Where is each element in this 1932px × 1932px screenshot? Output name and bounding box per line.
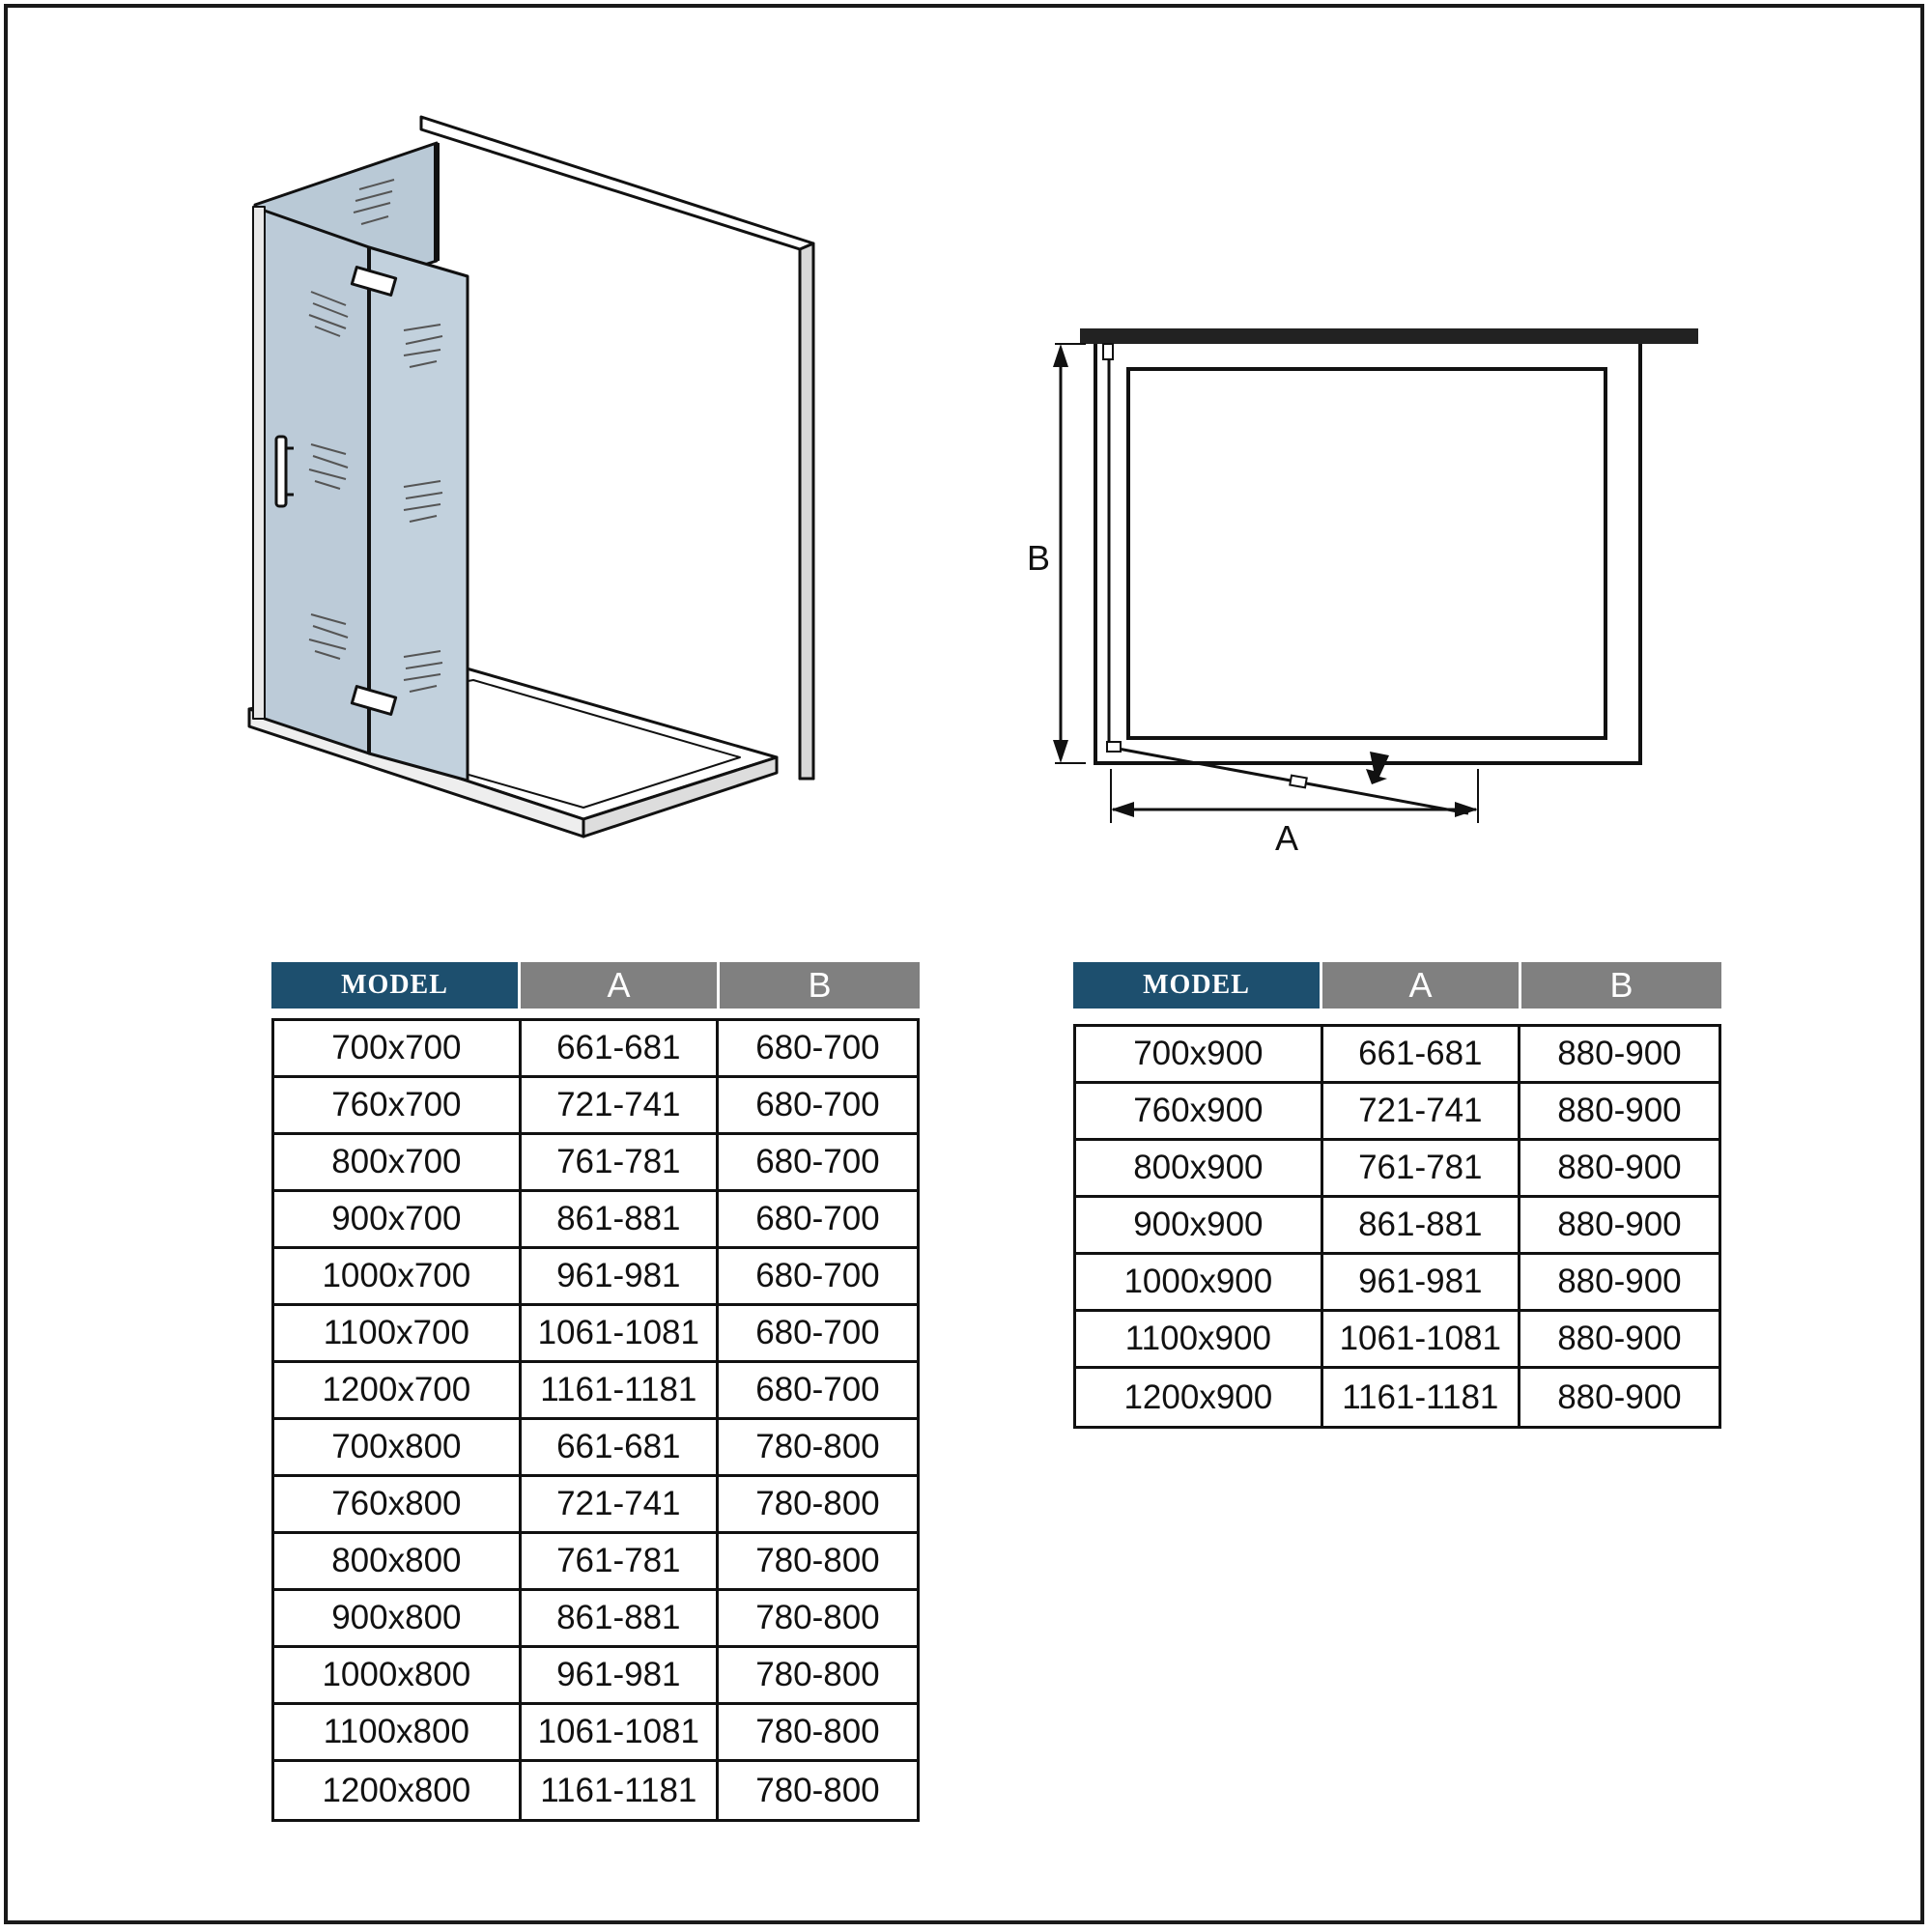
table-row [1076,1141,1719,1198]
table-row [1076,1255,1719,1312]
table-row [1076,1312,1719,1369]
model-cell: 800x800 [274,1534,522,1588]
b-cell: 680-700 [755,1371,880,1408]
b-cell: 680-700 [755,1257,880,1294]
model-cell: 760x800 [274,1477,522,1531]
model-cell: 800x700 [274,1135,522,1189]
table-row [274,1078,917,1135]
model-cell: 1200x800 [274,1762,522,1819]
a-cell: 1161-1181 [522,1762,719,1819]
model-cell: 1200x700 [274,1363,522,1417]
a-cell: 661-681 [522,1420,719,1474]
a-cell: 661-681 [1323,1027,1520,1081]
a-cell: 761-781 [522,1135,719,1189]
model-cell: 1000x800 [274,1648,522,1702]
model-cell: 900x900 [1076,1198,1323,1252]
table-row [274,1534,917,1591]
table-1-header [271,962,920,1009]
table-row [274,1306,917,1363]
table-row [1076,1027,1719,1084]
model-cell: 800x900 [1076,1141,1323,1195]
b-cell: 880-900 [1557,1092,1682,1129]
table-row [274,1363,917,1420]
table-row [274,1135,917,1192]
table-1-header-model: MODEL [271,962,521,1009]
enclosure-outline [1095,344,1640,763]
b-cell: 680-700 [755,1029,880,1066]
a-cell: 861-881 [522,1192,719,1246]
table-1-header-a: A [521,962,720,1009]
plan-view-drawing [1053,328,1698,823]
model-cell: 1100x700 [274,1306,522,1360]
b-cell: 780-800 [755,1428,880,1465]
a-cell: 961-981 [1323,1255,1520,1309]
a-cell: 1061-1081 [522,1705,719,1759]
a-cell: 861-881 [1323,1198,1520,1252]
model-cell: 760x900 [1076,1084,1323,1138]
b-cell: 880-900 [1557,1206,1682,1243]
a-cell: 761-781 [522,1534,719,1588]
a-cell: 1061-1081 [1323,1312,1520,1366]
a-cell: 1161-1181 [1323,1369,1520,1426]
b-cell: 780-800 [755,1485,880,1522]
a-cell: 761-781 [1323,1141,1520,1195]
table-1 [271,1018,920,1822]
b-cell: 880-900 [1557,1320,1682,1357]
dimension-a-label: A [1275,818,1299,858]
table-2-header-b: B [1521,962,1721,1009]
door-direction-arrow [1366,752,1389,784]
table-row [274,1762,917,1819]
b-cell: 680-700 [755,1200,880,1237]
table-1-header-b: B [720,962,920,1009]
table-row [1076,1198,1719,1255]
model-cell: 700x900 [1076,1027,1323,1081]
door-handle [276,437,286,506]
table-2-header-model: MODEL [1073,962,1322,1009]
model-cell: 1100x900 [1076,1312,1323,1366]
b-cell: 880-900 [1557,1263,1682,1300]
table-row [274,1591,917,1648]
model-cell: 700x700 [274,1021,522,1075]
model-cell: 1200x900 [1076,1369,1323,1426]
a-cell: 861-881 [522,1591,719,1645]
b-cell: 780-800 [755,1656,880,1693]
wall-profile [253,207,265,719]
model-cell: 760x700 [274,1078,522,1132]
model-cell: 1100x800 [274,1705,522,1759]
a-cell: 721-741 [522,1477,719,1531]
table-row [274,1477,917,1534]
table-2-header-a: A [1322,962,1521,1009]
model-cell: 1000x900 [1076,1255,1323,1309]
b-cell: 780-800 [755,1542,880,1579]
a-cell: 661-681 [522,1021,719,1075]
b-cell: 680-700 [755,1143,880,1180]
table-row [274,1192,917,1249]
a-cell: 1161-1181 [522,1363,719,1417]
shower-3d-illustration [249,117,813,837]
b-cell: 780-800 [755,1713,880,1750]
a-cell: 721-741 [522,1078,719,1132]
b-cell: 680-700 [755,1086,880,1123]
model-cell: 700x800 [274,1420,522,1474]
b-cell: 780-800 [755,1599,880,1636]
model-cell: 900x800 [274,1591,522,1645]
a-cell: 961-981 [522,1648,719,1702]
b-cell: 880-900 [1557,1149,1682,1186]
b-cell: 880-900 [1557,1035,1682,1072]
b-cell: 680-700 [755,1314,880,1351]
a-cell: 961-981 [522,1249,719,1303]
table-row [274,1420,917,1477]
table-row [274,1648,917,1705]
shower-tray-plan [1128,369,1605,738]
table-row [274,1249,917,1306]
table-row [274,1021,917,1078]
model-cell: 1000x700 [274,1249,522,1303]
b-cell: 880-900 [1557,1378,1682,1416]
a-cell: 721-741 [1323,1084,1520,1138]
dimension-b-label: B [1027,538,1051,578]
table-row [1076,1084,1719,1141]
table-row [1076,1369,1719,1426]
model-cell: 900x700 [274,1192,522,1246]
table-2 [1073,1024,1721,1429]
table-row [274,1705,917,1762]
b-cell: 780-800 [755,1771,880,1809]
a-cell: 1061-1081 [522,1306,719,1360]
table-2-header [1073,962,1721,1009]
wall-bar [1080,328,1698,344]
